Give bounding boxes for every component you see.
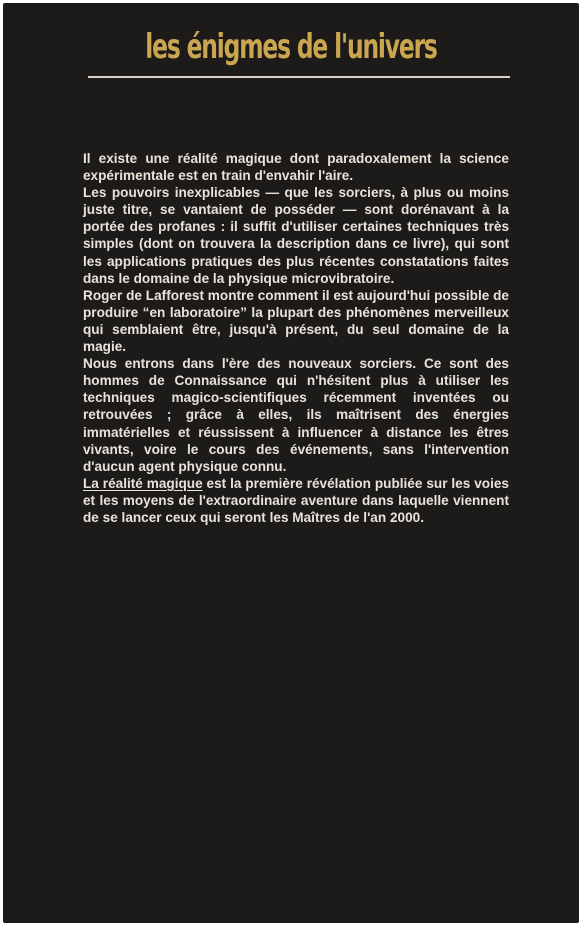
book-title: La réalité magique [83, 475, 203, 491]
title-divider [88, 76, 510, 78]
blurb-paragraph-5-text: est la première révélation publiée sur les voies et les moyens de l'extraordinaire aventure dans laquelle viennent de se lancer ceux qui seront les Maîtres de l'an 2000. [83, 475, 509, 525]
blurb-paragraph-2: Les pouvoirs inexplicables — que les sorciers, à plus ou moins juste titre, se vantaient de posséder — sont dorénavant à la portée des profanes : il suffit d'utiliser certaines techniques très simples (dont on trouvera la description dans ce livre), qui sont les applications pratiques des plus récentes constatations faites dans le domaine de la physique microvibratoire. [83, 185, 509, 286]
blurb-paragraph-4: Nous entrons dans l'ère des nouveaux sorciers. Ce sont des hommes de Connaissance qui n'hésitent plus à utiliser les techniques magico-scientifiques récemment inventées ou retrouvées ; grâce à elles, ils maîtrisent des énergies immatérielles et réussissent à influencer à distance les êtres vivants, voire le cours des événements, sans l'intervention d'aucun agent physique connu. [83, 356, 509, 474]
blurb-paragraph-5 [83, 475, 509, 526]
blurb-text [83, 150, 509, 526]
blurb-paragraph-1: Il existe une réalité magique dont paradoxalement la science expérimentale est en train d'envahir l'aire. [83, 151, 509, 184]
blurb-paragraph-3: Roger de Lafforest montre comment il est aujourd'hui possible de produire “en laboratoire” la plupart des phénomènes merveilleux qui semblaient être, jusqu'à présent, du seul domaine de la magie. [83, 287, 509, 355]
series-title: les énigmes de l'univers [145, 27, 437, 68]
